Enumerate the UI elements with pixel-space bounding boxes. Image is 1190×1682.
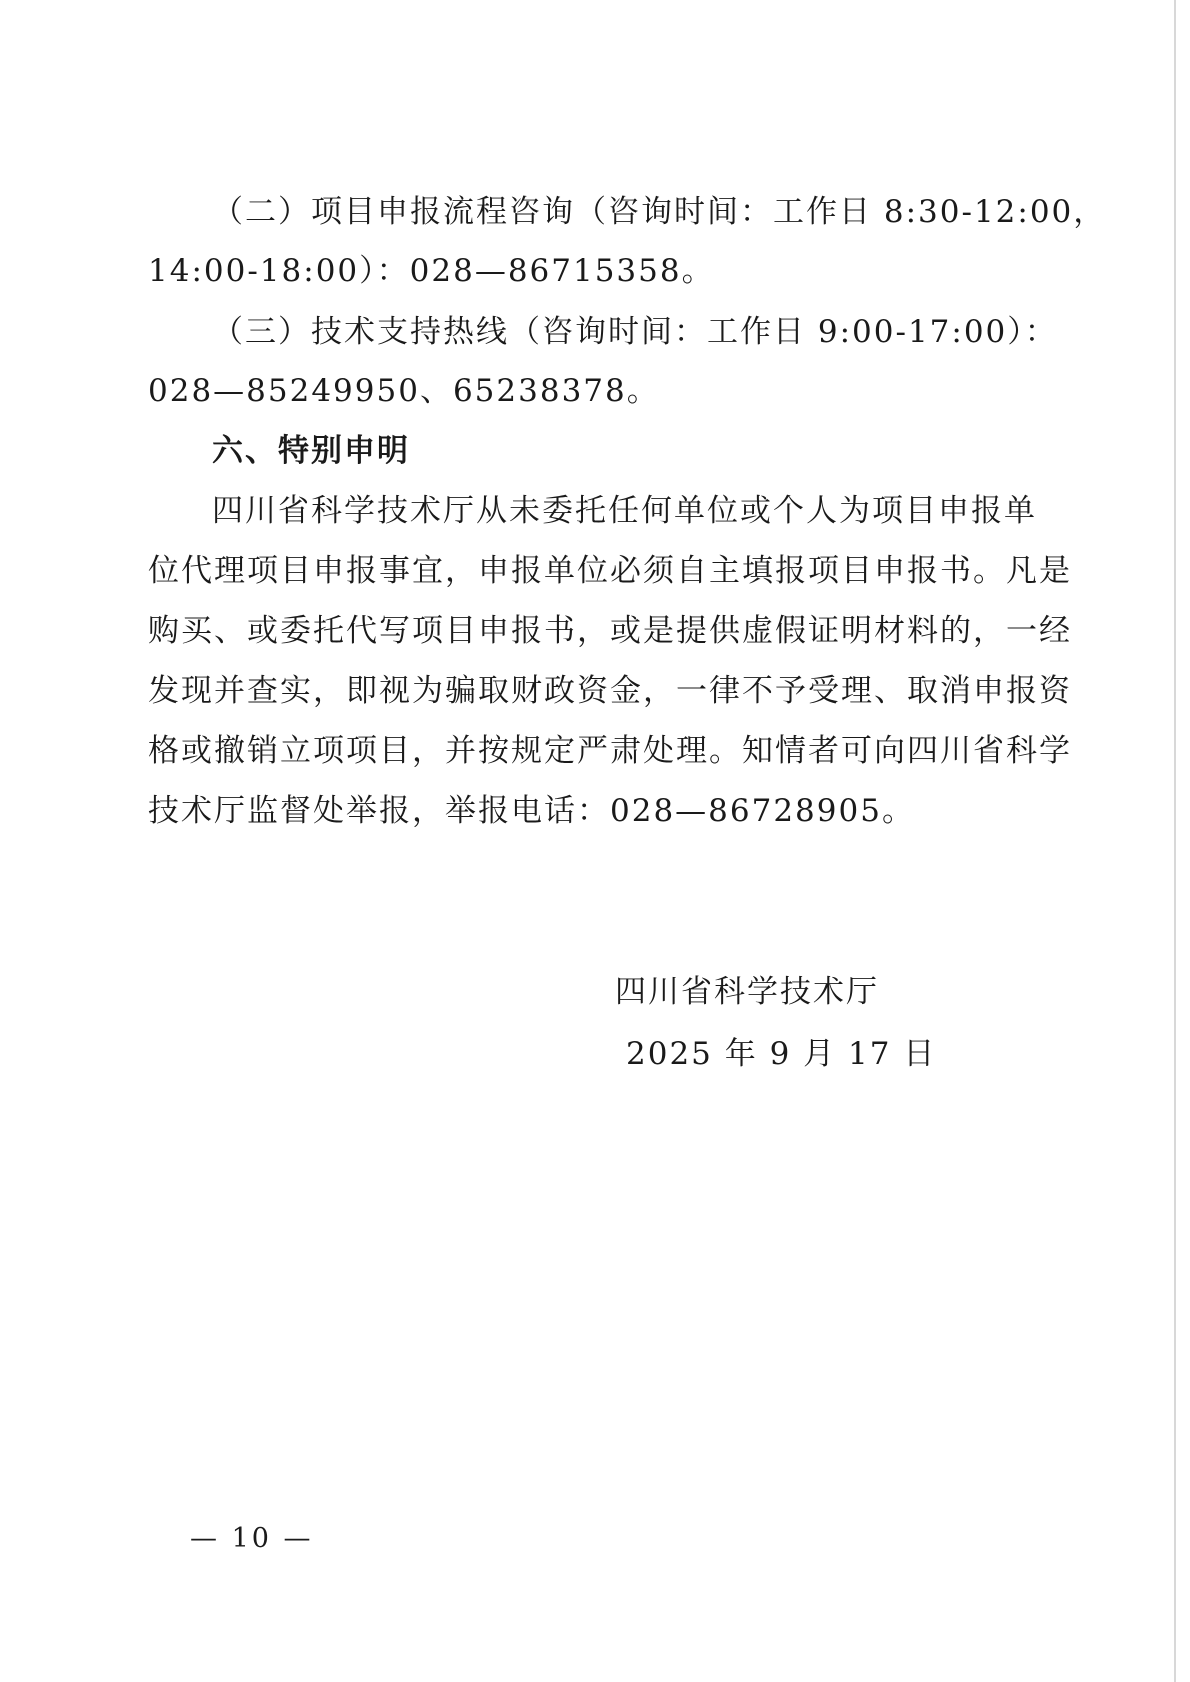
statement-line-3: 购买、或委托代写项目申报书，或是提供虚假证明材料的，一经 xyxy=(148,613,1072,649)
consult-item-2-line-2: 14:00-18:00）：028—86715358。 xyxy=(148,253,715,289)
consult-item-3-line-2: 028—85249950、65238378。 xyxy=(148,373,660,409)
signature-organization: 四川省科学技术厅 xyxy=(615,974,879,1010)
section-heading-special-statement: 六、特别申明 xyxy=(212,433,410,469)
signature-date: 2025 年 9 月 17 日 xyxy=(626,1036,937,1072)
statement-line-6: 技术厅监督处举报，举报电话：028—86728905。 xyxy=(148,793,915,829)
consult-item-3-line-1: （三）技术支持热线（咨询时间：工作日 9:00-17:00）： xyxy=(212,314,1058,350)
statement-line-2: 位代理项目申报事宜，申报单位必须自主填报项目申报书。凡是 xyxy=(148,553,1072,589)
page-number: — 10 — xyxy=(190,1523,314,1554)
consult-item-2-line-1: （二）项目申报流程咨询（咨询时间：工作日 8:30-12:00， xyxy=(212,194,1107,230)
statement-line-4: 发现并查实，即视为骗取财政资金，一律不予受理、取消申报资 xyxy=(148,673,1072,709)
statement-line-1: 四川省科学技术厅从未委托任何单位或个人为项目申报单 xyxy=(212,493,1037,529)
statement-line-5: 格或撤销立项项目，并按规定严肃处理。知情者可向四川省科学 xyxy=(148,733,1072,769)
page-edge-divider xyxy=(1174,0,1176,1682)
